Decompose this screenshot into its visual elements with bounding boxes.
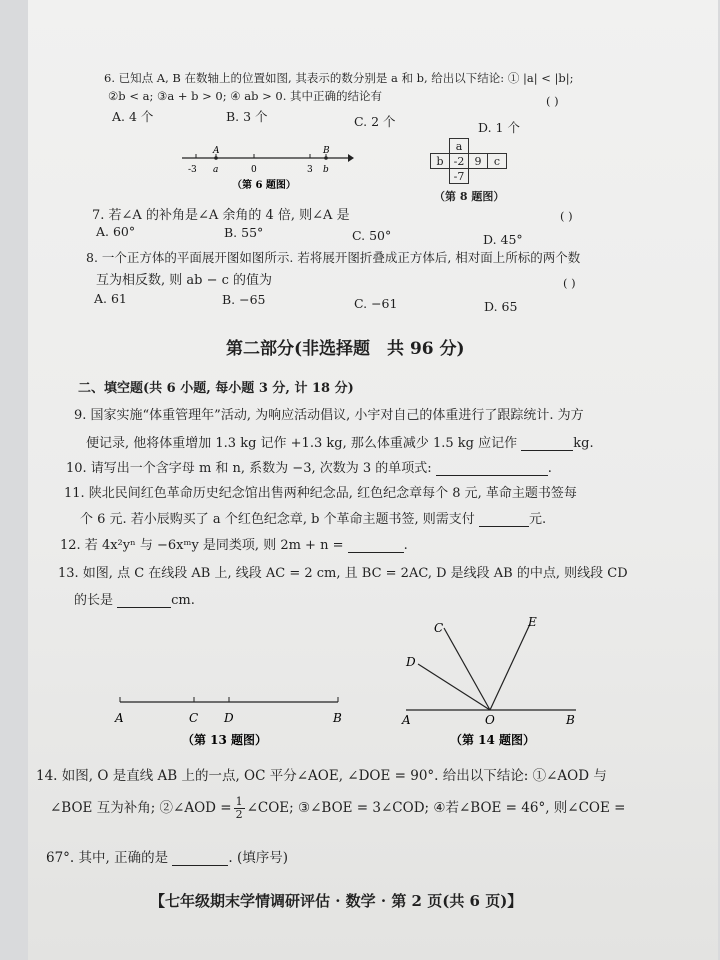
seg-label-c: C <box>189 711 199 725</box>
q6-stem-line2: ②b < a; ③a + b > 0; ④ ab > 0. 其中正确的结论有 <box>108 89 383 103</box>
q8-option-b: B. −65 <box>222 292 266 307</box>
q13-line1: 13. 如图, 点 C 在线段 AB 上, 线段 AC = 2 cm, 且 BC = 2AC, D 是线段 AB 的中点, 则线段 CD <box>58 566 628 581</box>
net-cell-a: a <box>450 139 469 154</box>
q14-line3-pre: 67°. 其中, 正确的是 <box>46 850 169 866</box>
tick-label-a: a <box>213 165 219 175</box>
part2-title: 第二部分(非选择题 共 96 分) <box>226 339 465 359</box>
q10-end: . <box>547 461 552 476</box>
q8-option-d: D. 65 <box>484 299 518 314</box>
tick-label-b: b <box>323 165 329 175</box>
seg-label-d: D <box>224 711 234 725</box>
tick-label-neg3: -3 <box>188 165 197 175</box>
label-point-b: B <box>323 146 330 156</box>
q14-answer-blank[interactable] <box>172 851 228 866</box>
ray-oc <box>444 628 490 710</box>
ray-od <box>418 664 490 710</box>
q6-stem-line1: 6. 已知点 A, B 在数轴上的位置如图, 其表示的数分别是 a 和 b, 给出以下结论: ① |a| < |b|; <box>104 71 574 85</box>
q14-line1: 14. 如图, O 是直线 AB 上的一点, OC 平分∠AOE, ∠DOE = 90°. 给出以下结论: ①∠AOD 与 <box>36 768 607 784</box>
tick-label-3: 3 <box>307 165 313 175</box>
q8-cube-net-figure <box>430 138 507 184</box>
q9-line2-text: 便记录, 他将体重增加 1.3 kg 记作 +1.3 kg, 那么体重减少 1.5 kg 应记作 <box>86 436 518 451</box>
q8-option-c: C. −61 <box>354 296 398 311</box>
q10-text: 10. 请写出一个含字母 m 和 n, 系数为 −3, 次数为 3 的单项式: <box>66 461 432 476</box>
net-cell-9: 9 <box>469 154 488 169</box>
q14-figure-caption: （第 14 题图） <box>450 733 536 747</box>
q8-option-a: A. 61 <box>94 291 127 306</box>
angle-label-b: B <box>566 713 575 727</box>
ray-oe <box>490 624 530 710</box>
q8-stem-line1: 8. 一个正方体的平面展开图如图所示. 若将展开图折叠成正方体后, 相对面上所标的两个数 <box>86 250 581 265</box>
seg-label-a: A <box>115 711 124 725</box>
seg-label-b: B <box>333 711 342 725</box>
q8-figure-caption: （第 8 题图） <box>434 190 505 203</box>
q13-answer-blank[interactable] <box>117 593 171 608</box>
q7-option-b: B. 55° <box>224 225 264 240</box>
q7-answer-paren: ( ) <box>560 209 573 223</box>
q14-line2-pre: ∠BOE 互为补角; ②∠AOD = <box>50 800 232 816</box>
angle-label-o: O <box>485 713 495 727</box>
q11-unit: 元. <box>528 512 547 527</box>
q10-answer-blank[interactable] <box>436 461 548 476</box>
label-point-a: A <box>213 146 220 156</box>
q11-line2 <box>80 508 546 527</box>
q9-unit: kg. <box>573 436 594 451</box>
angle-label-c: C <box>434 621 444 635</box>
q14-line2 <box>50 796 625 821</box>
q14-angle-figure <box>398 612 588 752</box>
q10-line <box>66 457 552 476</box>
q12-text: 12. 若 4x²yⁿ 与 −6xᵐy 是同类项, 则 2m + n = <box>60 538 344 553</box>
point-a-dot <box>214 156 218 160</box>
net-cell-b: b <box>431 154 450 169</box>
q8-stem-line2: 互为相反数, 则 ab − c 的值为 <box>96 273 273 288</box>
q6-answer-paren: ( ) <box>546 94 559 108</box>
q9-line2 <box>86 432 594 451</box>
tick-label-0: 0 <box>251 165 257 175</box>
q12-line <box>60 534 408 553</box>
net-cell-c: c <box>488 154 507 169</box>
q14-line3-post: . (填序号) <box>228 850 289 866</box>
q13-line2-pre: 的长是 <box>74 593 114 608</box>
q6-option-a: A. 4 个 <box>112 109 154 124</box>
q12-answer-blank[interactable] <box>348 538 404 553</box>
q9-line1: 9. 国家实施“体重管理年”活动, 为响应活动倡议, 小宇对自己的体重进行了跟踪统计. 为方 <box>74 408 584 423</box>
q11-answer-blank[interactable] <box>479 512 529 527</box>
net-cell-neg2: -2 <box>450 154 469 169</box>
point-b-dot <box>324 156 328 160</box>
q7-option-a: A. 60° <box>96 224 136 239</box>
angle-label-e: E <box>528 615 537 629</box>
angle-label-a: A <box>402 713 411 727</box>
q9-answer-blank[interactable] <box>521 436 573 451</box>
q13-segment-figure <box>110 692 350 752</box>
section2-heading: 二、填空题(共 6 小题, 每小题 3 分, 计 18 分) <box>78 381 354 396</box>
q13-unit: cm. <box>171 593 195 608</box>
q7-stem: 7. 若∠A 的补角是∠A 余角的 4 倍, 则∠A 是 <box>92 208 350 223</box>
page-footer: 【七年级期末学情调研评估 · 数学 · 第 2 页(共 6 页)】 <box>150 892 523 910</box>
q7-option-c: C. 50° <box>352 228 392 243</box>
number-line-arrow <box>348 154 354 162</box>
q12-end: . <box>403 538 408 553</box>
q13-line2 <box>74 589 195 608</box>
q13-figure-caption: （第 13 题图） <box>182 733 268 747</box>
q6-option-b: B. 3 个 <box>226 109 268 124</box>
q14-line3 <box>46 846 288 866</box>
angle-label-d: D <box>406 655 416 669</box>
q6-number-line-figure <box>178 144 354 194</box>
net-cell-neg7: -7 <box>450 169 469 184</box>
q8-answer-paren: ( ) <box>563 276 576 290</box>
q11-line2-text: 个 6 元. 若小辰购买了 a 个红色纪念章, b 个革命主题书签, 则需支付 <box>80 512 475 527</box>
q14-fraction-half: $\frac{1}{2}$ <box>235 795 243 821</box>
q14-line2-post: ∠COE; ③∠BOE = 3∠COD; ④若∠BOE = 46°, 则∠COE = <box>246 800 626 816</box>
q6-option-d: D. 1 个 <box>478 120 520 135</box>
q6-option-c: C. 2 个 <box>354 114 396 129</box>
q11-line1: 11. 陕北民间红色革命历史纪念馆出售两种纪念品, 红色纪念章每个 8 元, 革命主题书签每 <box>64 486 577 501</box>
cube-net-grid <box>430 138 507 184</box>
q7-option-d: D. 45° <box>483 232 523 247</box>
q6-figure-caption: （第 6 题图） <box>232 180 296 191</box>
